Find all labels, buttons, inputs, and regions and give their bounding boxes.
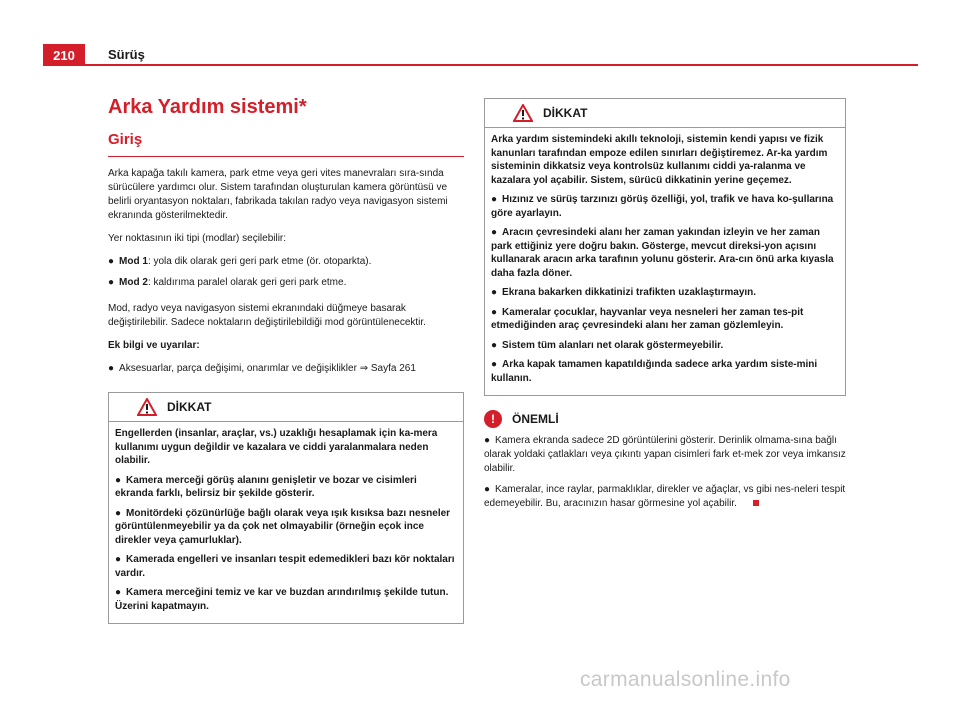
warning-box [484,98,846,396]
warning-lead: Engellerden (insanlar, araçlar, vs.) uzaklığı hesaplamak için ka-mera kullanımı uygun değildir ve kazalara ve ciddi yaralanmalara neden olabilir. [115,428,438,466]
warning-lead: Arka yardım sistemindeki akıllı teknoloji, sistemin kendi yapısı ve fizik kanunları tarafından empoze edilen sınırları değiştiremez. Ar-ka yardım sisteminin dikkatsiz veya kontrolsüz kullanımı ciddi ya-ralanma ve kazalara yol açabilir. Sistem, sürücü dikkatinin yerine geçemez. [491,134,828,186]
section-title: Arka Yardım sistemi* [108,96,307,118]
mode-text: : yola dik olarak geri geri park etme (ör. otoparkta). [147,256,372,267]
warning-triangle-icon [137,398,157,416]
left-column [108,96,464,624]
warning-triangle-icon [513,104,533,122]
note-item: ● Kamera ekranda sadece 2D görüntülerini gösterir. Derinlik olmama-sına bağlı olarak yoldaki çatlakları veya çıkıntı yapan cisimleri fark et-mek zor veya imkansız olabilir. [484,435,846,474]
modes-intro: Yer noktasının iki tipi (modlar) seçilebilir: [108,233,287,244]
right-column [484,96,846,518]
note-header [484,410,846,428]
subsection-title: Giriş [108,131,143,148]
warning-body [485,128,845,395]
page-number: 210 [43,44,85,66]
warning-box [108,392,464,624]
warning-body [109,422,463,623]
mode-text: : kaldırıma paralel olarak geri geri park etme. [147,277,347,288]
warning-item: ● Sistem tüm alanları net olarak göstermeyebilir. [491,339,724,351]
warning-item: ● Ekrana bakarken dikkatinizi trafikten uzaklaştırmayın. [491,287,757,298]
mode-item: ● Mod 1: yola dik olarak geri geri park etme (ör. otoparkta). [108,256,372,267]
mode-item: ● Mod 2: kaldırıma paralel olarak geri geri park etme. [108,277,347,288]
mode-change-paragraph: Mod, radyo veya navigasyon sistemi ekranındaki düğmeye basarak değiştirilebilir. Sadece noktaların değiştirilebildiği mod görüntülenecektir. [108,303,426,328]
extra-info-item: ● Aksesuarlar, parça değişimi, onarımlar ve değişiklikler ⇒ Sayfa 261 [108,363,416,374]
warning-header [485,99,845,128]
extra-info-title: Ek bilgi ve uyarılar: [108,340,200,351]
exclamation-icon: ! [484,410,502,428]
warning-item: ● Kameralar çocuklar, hayvanlar veya nesneleri her zaman tes-pit etmediğinden araç çevresindeki alanı her zaman gözlemleyin. [491,306,804,331]
mode-label: Mod 1 [119,256,148,267]
header-rule [43,64,918,66]
watermark: carmanualsonline.info [580,668,791,691]
warning-item: ● Hızınız ve sürüş tarzınızı görüş özelliği, yol, trafik ve hava ko-şullarına göre ayarlayın. [491,194,834,219]
warning-header [109,393,463,422]
warning-item: ● Kamera merceği görüş alanını genişletir ve bozar ve cisimleri ekranda farklı, belirsiz bir şekilde gösterir. [115,474,417,499]
warning-title: DİKKAT [167,400,212,414]
extra-info-link[interactable]: Aksesuarlar, parça değişimi, onarımlar ve değişiklikler ⇒ Sayfa 261 [119,363,416,374]
warning-item: ● Arka kapak tamamen kapatıldığında sadece arka yardım siste-mini kullanın. [491,359,818,384]
note-item: ● Kameralar, ince raylar, parmaklıklar, direkler ve ağaçlar, vs gibi nes-neleri tespit edemeyebilir. Bu, aracınızın hasar görmesine yol açabilir. [484,484,846,509]
warning-item: ● Monitördeki çözünürlüğe bağlı olarak veya ışık kısıksa bazı nesneler görüntülenmeyebilir ya da çok net olmayabilir (örneğin eçok ince direkler veya çamurluklar). [115,507,451,546]
warning-item: ● Aracın çevresindeki alanı her zaman yakından izleyin ve her zaman park ettiğiniz yere doğru bakın. Gösterge, mevcut direksi-yon açısını kullanarak aracın arka tarafının yolunu gösterir. Ara-cın önü arka kıyasla daha fazla döner. [491,227,834,279]
warning-item: ● Kamera merceğini temiz ve kar ve buzdan arındırılmış şekilde tutun. Üzerini kapatmayın. [115,587,449,612]
warning-item: ● Kamerada engelleri ve insanları tespit edemedikleri bazı kör noktaları vardır. [115,554,455,579]
intro-paragraph: Arka kapağa takılı kamera, park etme veya geri vites manevraları sıra-sında sürücülere yardımcı olur. Sistem tarafından oluşturulan kamera görüntüsü ve belirli oryantasyon noktaları, fabrikada takılan radyo veya navigasyon sistemi ekranında gösterilmektedir. [108,168,448,221]
note-title: ÖNEMLİ [512,412,559,426]
chapter-title: Sürüş [108,47,145,62]
mode-label: Mod 2 [119,277,148,288]
warning-title: DİKKAT [543,106,588,120]
subsection-rule [108,156,464,157]
section-end-marker [753,500,759,506]
